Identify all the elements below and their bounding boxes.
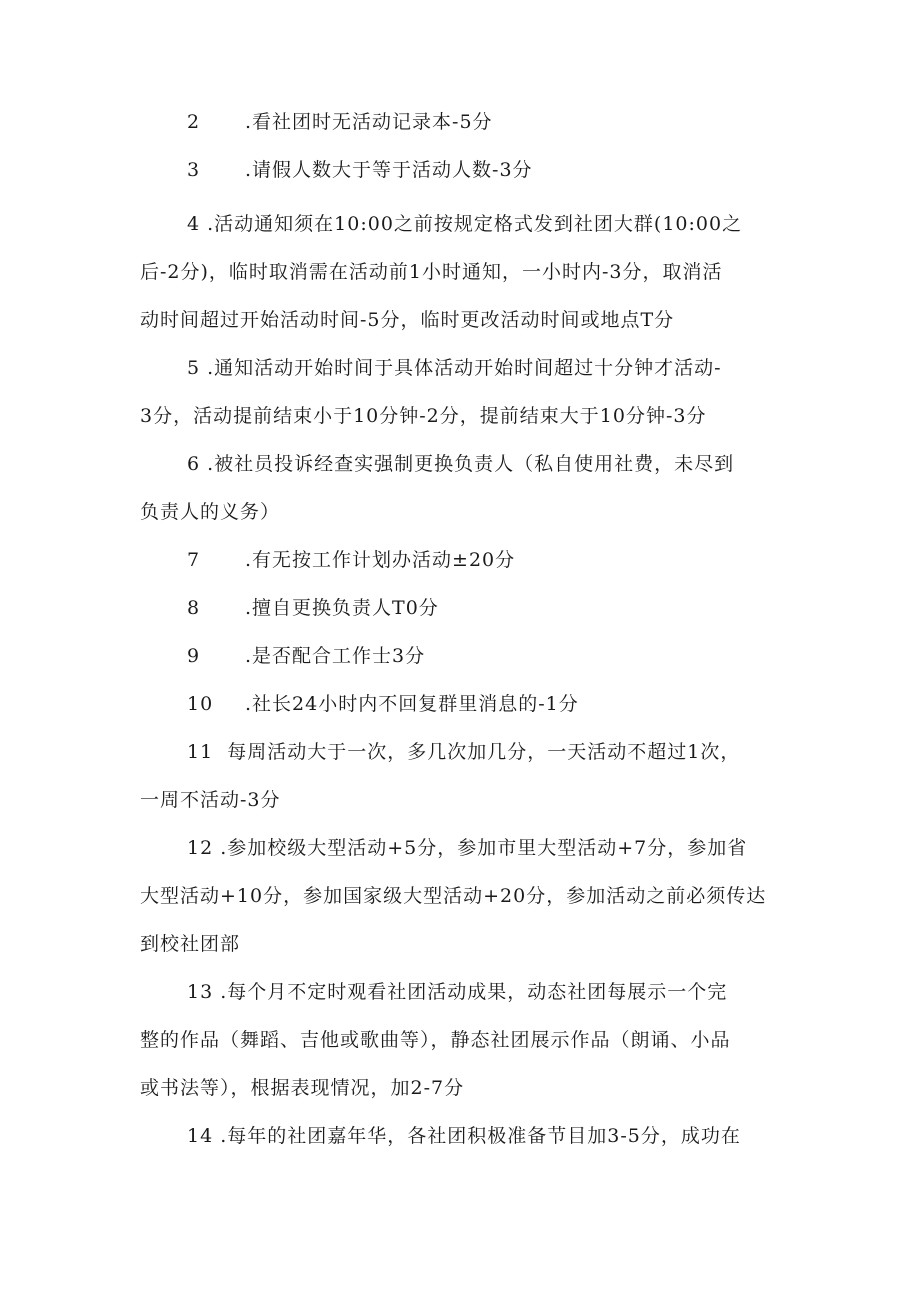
document-page	[140, 98, 785, 1160]
item-text: .看社团时无活动记录本-5分	[245, 111, 493, 133]
paragraph-line: 6 .被社员投诉经查实强制更换负责人（私自使用社费，未尽到	[187, 453, 735, 475]
paragraph	[140, 200, 785, 344]
item-number: 8	[187, 597, 201, 619]
paragraph	[140, 824, 785, 968]
paragraph	[140, 344, 785, 440]
item-number: 2	[187, 111, 201, 133]
item-number: 7	[187, 549, 201, 571]
paragraph-line: 14 .每年的社团嘉年华，各社团积极准备节目加3-5分，成功在	[187, 1125, 741, 1147]
item-text: .擅自更换负责人T0分	[245, 597, 439, 619]
paragraph-line: 4 .活动通知须在10:00之前按规定格式发到社团大群(10:00之	[187, 213, 743, 235]
item-text: .社长24小时内不回复群里消息的-1分	[245, 693, 579, 715]
paragraph	[140, 968, 785, 1112]
item-number: 3	[187, 159, 201, 181]
paragraph-line: 11 每周活动大于一次，多几次加几分，一天活动不超过1次，	[187, 741, 741, 763]
item-number: 9	[187, 645, 201, 667]
paragraph-line: 到校社团部	[140, 933, 241, 955]
paragraph	[140, 728, 785, 824]
paragraph-line: 13 .每个月不定时观看社团活动成果，动态社团每展示一个完	[187, 981, 728, 1003]
paragraph-line: 一周不活动-3分	[140, 789, 281, 811]
paragraph-line: 或书法等），根据表现情况，加2-7分	[140, 1077, 465, 1099]
paragraph	[140, 440, 785, 536]
list-item	[140, 146, 785, 194]
list-item	[140, 584, 785, 632]
item-number: 10	[187, 693, 214, 715]
paragraph-line: 3分，活动提前结束小于10分钟-2分，提前结束大于10分钟-3分	[140, 405, 707, 427]
paragraph-line: 12 .参加校级大型活动+5分，参加市里大型活动+7分，参加省	[187, 837, 748, 859]
paragraph-line: 5 .通知活动开始时间于具体活动开始时间超过十分钟才活动-	[187, 357, 722, 379]
item-text: .是否配合工作士3分	[245, 645, 426, 667]
paragraph-line: 动时间超过开始活动时间-5分，临时更改活动时间或地点T分	[140, 309, 675, 331]
item-text: .请假人数大于等于活动人数-3分	[245, 159, 533, 181]
paragraph-line: 后-2分)，临时取消需在活动前1小时通知，一小时内-3分，取消活	[140, 261, 723, 283]
paragraph-line: 整的作品（舞蹈、吉他或歌曲等），静态社团展示作品（朗诵、小品	[140, 1029, 731, 1051]
item-text: .有无按工作计划办活动±20分	[245, 549, 516, 571]
list-item	[140, 680, 785, 728]
paragraph-line: 负责人的义务）	[140, 501, 281, 523]
paragraph-line: 大型活动+10分，参加国家级大型活动+20分，参加活动之前必须传达	[140, 885, 767, 907]
list-item	[140, 536, 785, 584]
list-item	[140, 632, 785, 680]
paragraph	[140, 1112, 785, 1160]
list-item	[140, 98, 785, 146]
